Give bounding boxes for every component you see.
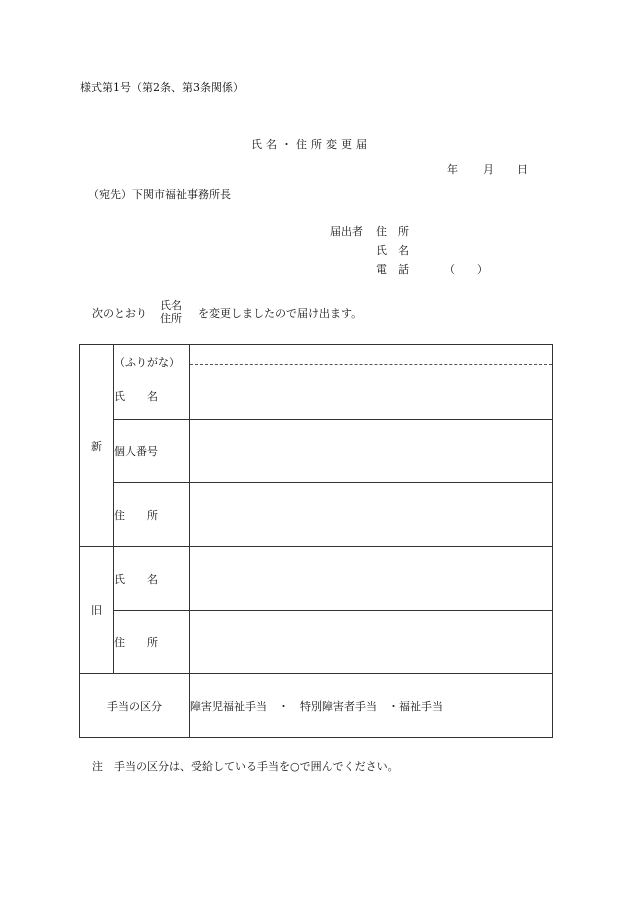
applicant-label: 届出者 bbox=[330, 225, 363, 238]
statement-option-name: 氏名 bbox=[160, 299, 182, 312]
statement-prefix: 次のとおり bbox=[92, 307, 147, 320]
applicant-name-label: 氏 名 bbox=[376, 244, 409, 257]
applicant-address-label: 住 所 bbox=[376, 225, 409, 238]
statement-options bbox=[160, 299, 182, 325]
table-row bbox=[80, 674, 553, 738]
old-address-field[interactable] bbox=[190, 611, 553, 674]
new-name-text: 氏 名 bbox=[114, 390, 158, 403]
statement-suffix: を変更しましたので届け出ます。 bbox=[198, 307, 363, 320]
table-row bbox=[80, 611, 553, 674]
new-name-label bbox=[114, 345, 190, 420]
table-row bbox=[80, 345, 553, 420]
new-name-field[interactable] bbox=[190, 345, 553, 420]
applicant-phone-label: 電 話 bbox=[376, 263, 409, 276]
table-row bbox=[80, 547, 553, 611]
table-row bbox=[80, 420, 553, 483]
new-group-label: 新 bbox=[80, 345, 114, 547]
furigana-divider bbox=[190, 364, 552, 365]
date-year: 年 bbox=[447, 163, 458, 176]
old-name-label: 氏 名 bbox=[114, 547, 190, 611]
addressee: （宛先）下関市福祉事務所長 bbox=[88, 188, 231, 201]
new-address-field[interactable] bbox=[190, 483, 553, 547]
table-row bbox=[80, 483, 553, 547]
old-name-field[interactable] bbox=[190, 547, 553, 611]
personal-number-field[interactable] bbox=[190, 420, 553, 483]
old-address-label: 住 所 bbox=[114, 611, 190, 674]
allowance-options[interactable]: 障害児福祉手当 ・ 特別障害者手当 ・福祉手当 bbox=[190, 674, 553, 738]
page-title: 氏名・住所変更届 bbox=[251, 138, 371, 151]
new-address-label: 住 所 bbox=[114, 483, 190, 547]
change-form-table bbox=[79, 344, 553, 738]
statement-option-address: 住所 bbox=[160, 312, 182, 325]
personal-number-label: 個人番号 bbox=[114, 420, 190, 483]
furigana-label: （ふりがな） bbox=[114, 356, 180, 369]
allowance-label: 手当の区分 bbox=[80, 674, 190, 738]
date-month: 月 bbox=[483, 163, 494, 176]
applicant-phone-paren: （ ） bbox=[444, 263, 488, 276]
form-number: 様式第1号（第2条、第3条関係） bbox=[80, 81, 244, 94]
date-day: 日 bbox=[517, 163, 528, 176]
footnote: 注 手当の区分は、受給している手当を○で囲んでください。 bbox=[92, 760, 399, 773]
old-group-label: 旧 bbox=[80, 547, 114, 674]
